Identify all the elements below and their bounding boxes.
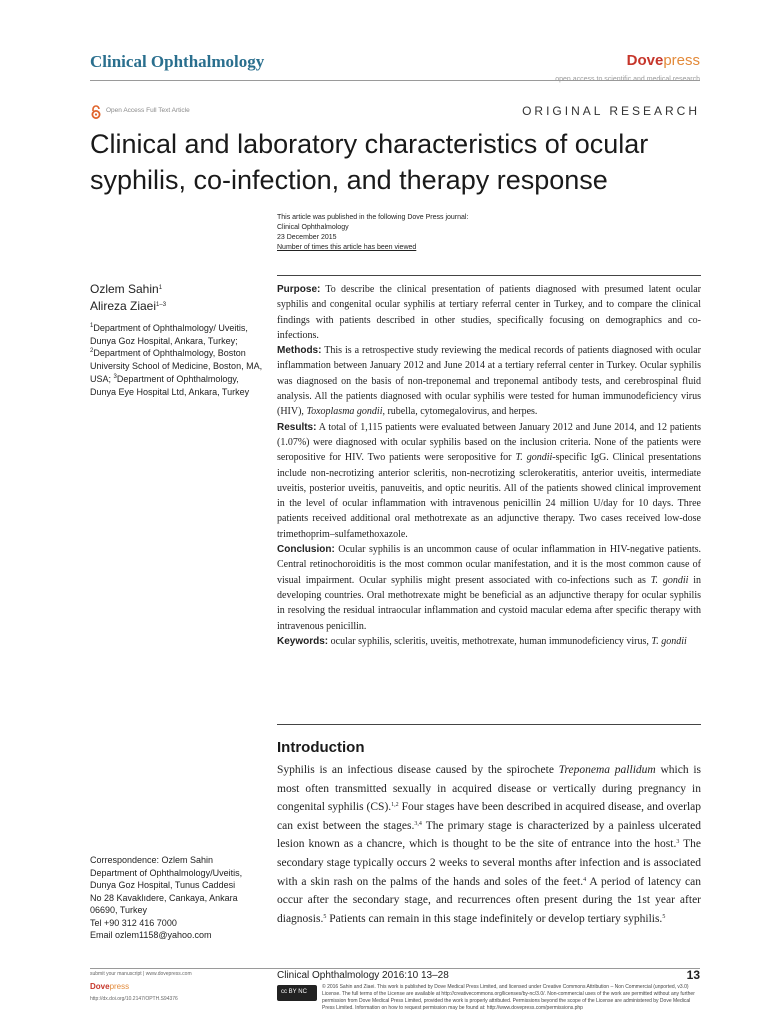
article-title: Clinical and laboratory characteristics of ocular syphilis, co-infection, and therapy response [90,129,649,195]
footer-publisher-logo[interactable] [90,982,129,991]
correspondence-line: Department of Ophthalmology/Uveitis, [90,867,243,878]
view-count-link[interactable]: Number of times this article has been viewed [277,244,417,251]
methods-text: This is a retrospective study reviewing the medical records of patients diagnosed with ocular inflammation between January 2012 and June 2014 at a tertiary referral center in Turkey. Ocular syphilis was diagnosed on the basis of non-treponemal and treponemal antibody tests, and cerebrospinal fluid analysis. All the patients diagnosed with ocular syphilis were tested for human immunodeficiency virus (HIV), [277,345,701,418]
publisher-brand: Dove [626,52,664,69]
footer-brand-suffix: press [109,982,130,991]
keywords-text: ocular syphilis, scleritis, uveitis, methotrexate, human immunodeficiency virus, [328,635,652,647]
license-text: © 2016 Sahin and Ziaei. This work is published by Dove Medical Press Limited, and licensed under Creative Commons Attribution – Non Commercial (unported, v3.0) License. The full terms of the License are available at http://creativecommons.org/licenses/by-nc/3.0/. Non-commercial uses of the work are permitted without any further permission from Dove Medical Press Limited, provided the work is properly attributed. Permissions beyond the scope of the License are administered by Dove Medical Press Limited. Information on how to request permission may be found at: http://www.dovepress.com/permissions.php [322,984,695,1011]
affiliation-ref: 2 [90,348,94,355]
body-italic: Treponema pallidum [558,764,656,776]
results-label: Results: [277,421,317,433]
correspondence [90,854,270,942]
conclusion-text: Ocular syphilis is an uncommon cause of ocular inflammation in HIV-negative patients. Central retinochoroiditis is the most common ocular manifestation, and it is the most common cause of visual impairment. Ocular syphilis might present associated with co-infections such as [277,544,701,586]
footer-citation: Clinical Ophthalmology 2016:10 13–28 [277,970,449,981]
results-text: -specific IgG. Clinical presentations include non-necrotizing anterior scleritis, non-necrotizing sclerokeratitis, anterior uveitis, intermediate uveitis, posterior uveitis, panuveitis, and optic neuritis. All of the patients showed clinical improvement in the level of ocular inflammation with intravenous penicillin 24 million U/day for 10 days. Three patients received additional oral methotrexate as an adjunctive therapy. Two cases received low-dose trimethoprim–sulfamethoxazole. [277,452,701,540]
affiliation-text: Department of Ophthalmology/ Uveitis, Dunya Goz Hospital, Ankara, Turkey; [90,323,248,346]
results-text: A total of 1,115 patients were evaluated between January 2012 and June 2014, and 12 patients (1.07%) were diagnosed with ocular syphilis based on the inclusion criteria. None of the patients were seropositive for HIV. Two patients were seropositive for [277,421,701,464]
publisher-logo[interactable] [627,52,700,69]
pubinfo-line: This article was published in the following Dove Press journal: [277,214,469,221]
affiliations [90,322,265,398]
citation-ref[interactable]: 5 [662,913,666,920]
pubinfo-journal: Clinical Ophthalmology [277,224,349,231]
introduction-body [277,761,701,928]
author-name [90,281,166,298]
publisher-brand-suffix: press [663,52,700,69]
author-list [90,281,166,315]
article-type: ORIGINAL RESEARCH [522,104,700,118]
conclusion-italic: T. gondii [650,574,689,586]
footer-divider [90,968,700,969]
citation-ref[interactable]: 3 [676,839,680,846]
body-text: The secondary stage typically occurs 2 weeks to several months after infection and is associated with a skin rash on the palms of the hands and soles of the feet. [277,838,701,888]
conclusion-text: in developing countries. Oral methotrexate might be beneficial as an adjunctive therapy for ocular syphilis in resolving the residual intraocular inflammation and cystoid macular edema after specific therapy with intravenous penicillin. [277,574,701,632]
correspondence-line: Correspondence: Ozlem Sahin [90,855,214,865]
purpose-label: Purpose: [277,284,321,295]
abstract-conclusion [277,542,701,634]
pubinfo-date: 23 December 2015 [277,234,337,241]
affiliation-ref: 3 [113,373,117,380]
author-name-text: Ozlem Sahin [90,282,159,296]
abstract-bottom-divider [277,724,701,725]
abstract-purpose [277,282,701,343]
results-italic: T. gondii [515,452,553,464]
publisher-tagline: open access to scientific and medical research [555,76,700,83]
author-name-text: Alireza Ziaei [90,299,157,313]
methods-italic: Toxoplasma gondii [306,406,383,418]
keywords-label: Keywords: [277,635,329,647]
affiliation-text: Department of Ophthalmology, Boston University School of Medicine, Boston, MA, USA; [90,348,263,384]
page-number: 13 [686,968,700,982]
creative-commons-icon[interactable] [277,985,317,1001]
abstract-results [277,420,701,542]
conclusion-label: Conclusion: [277,544,335,556]
correspondence-line: Dunya Goz Hospital, Tunus Caddesi [90,880,236,890]
abstract-top-divider [277,275,701,276]
citation-ref[interactable]: 5 [323,913,327,920]
author-name [90,298,166,315]
footer-brand: Dove [90,982,110,991]
body-text: which is most often transmitted sexually in acquired disease or vertically during pregnancy in congenital syphilis (CS). [277,764,701,814]
abstract-methods [277,343,701,419]
cc-badge-label: cc BY NC [281,989,307,995]
methods-text: , rubella, cytomegalovirus, and herpes. [382,406,538,418]
open-access-label: Open Access Full Text Article [106,107,190,114]
section-heading: Introduction [277,739,365,756]
methods-label: Methods: [277,345,322,357]
abstract-keywords [277,634,701,649]
author-affiliation-ref: 1 [158,285,163,291]
body-text: Four stages have been described in acquired disease, and overlap can exist between the stages. [277,801,701,832]
submit-manuscript-link[interactable]: submit your manuscript | www.dovepress.com [90,971,192,977]
body-text: Syphilis is an infectious disease caused by the spirochete [277,764,559,776]
journal-name[interactable]: Clinical Ophthalmology [90,52,265,71]
citation-ref[interactable]: 4 [583,876,587,883]
abstract [277,282,701,649]
correspondence-line: 06690, Turkey [90,905,148,915]
correspondence-email[interactable]: Email ozlem1158@yahoo.com [90,930,212,940]
purpose-text: To describe the clinical presentation of patients diagnosed with presumed latent ocular syphilis and congenital ocular syphilis at tertiary referral center in Turkey, and to compare the clinical findings with patients described in other studies, specifically focusing on demographics and co-infections. [277,284,701,341]
doi-link[interactable]: http://dx.doi.org/10.2147/OPTH.S94376 [90,996,178,1002]
correspondence-phone: Tel +90 312 416 7000 [90,917,177,928]
affiliation-ref: 1 [90,323,94,329]
body-text: The primary stage is characterized by a painless ulcerated lesion known as a chancre, which is thought to be the site of entrance into the host. [277,819,701,851]
citation-ref[interactable]: 3,4 [414,820,422,827]
body-text: Patients can remain in this stage indefinitely or develop tertiary syphilis. [326,912,663,925]
body-text: A period of latency can occur after the secondary stage, and recurrences often present during the 1st year after diagnosis. [277,875,702,925]
author-affiliation-ref: 1–3 [156,302,167,308]
publication-info [277,213,468,253]
affiliation-text: Department of Ophthalmology, Dunya Eye Hospital Ltd, Ankara, Turkey [90,373,250,397]
citation-ref[interactable]: 1,2 [391,802,399,809]
open-access-icon [90,105,102,119]
keywords-italic: T. gondii [651,635,687,647]
correspondence-line: No 28 Kavaklıdere, Cankaya, Ankara [90,892,238,903]
